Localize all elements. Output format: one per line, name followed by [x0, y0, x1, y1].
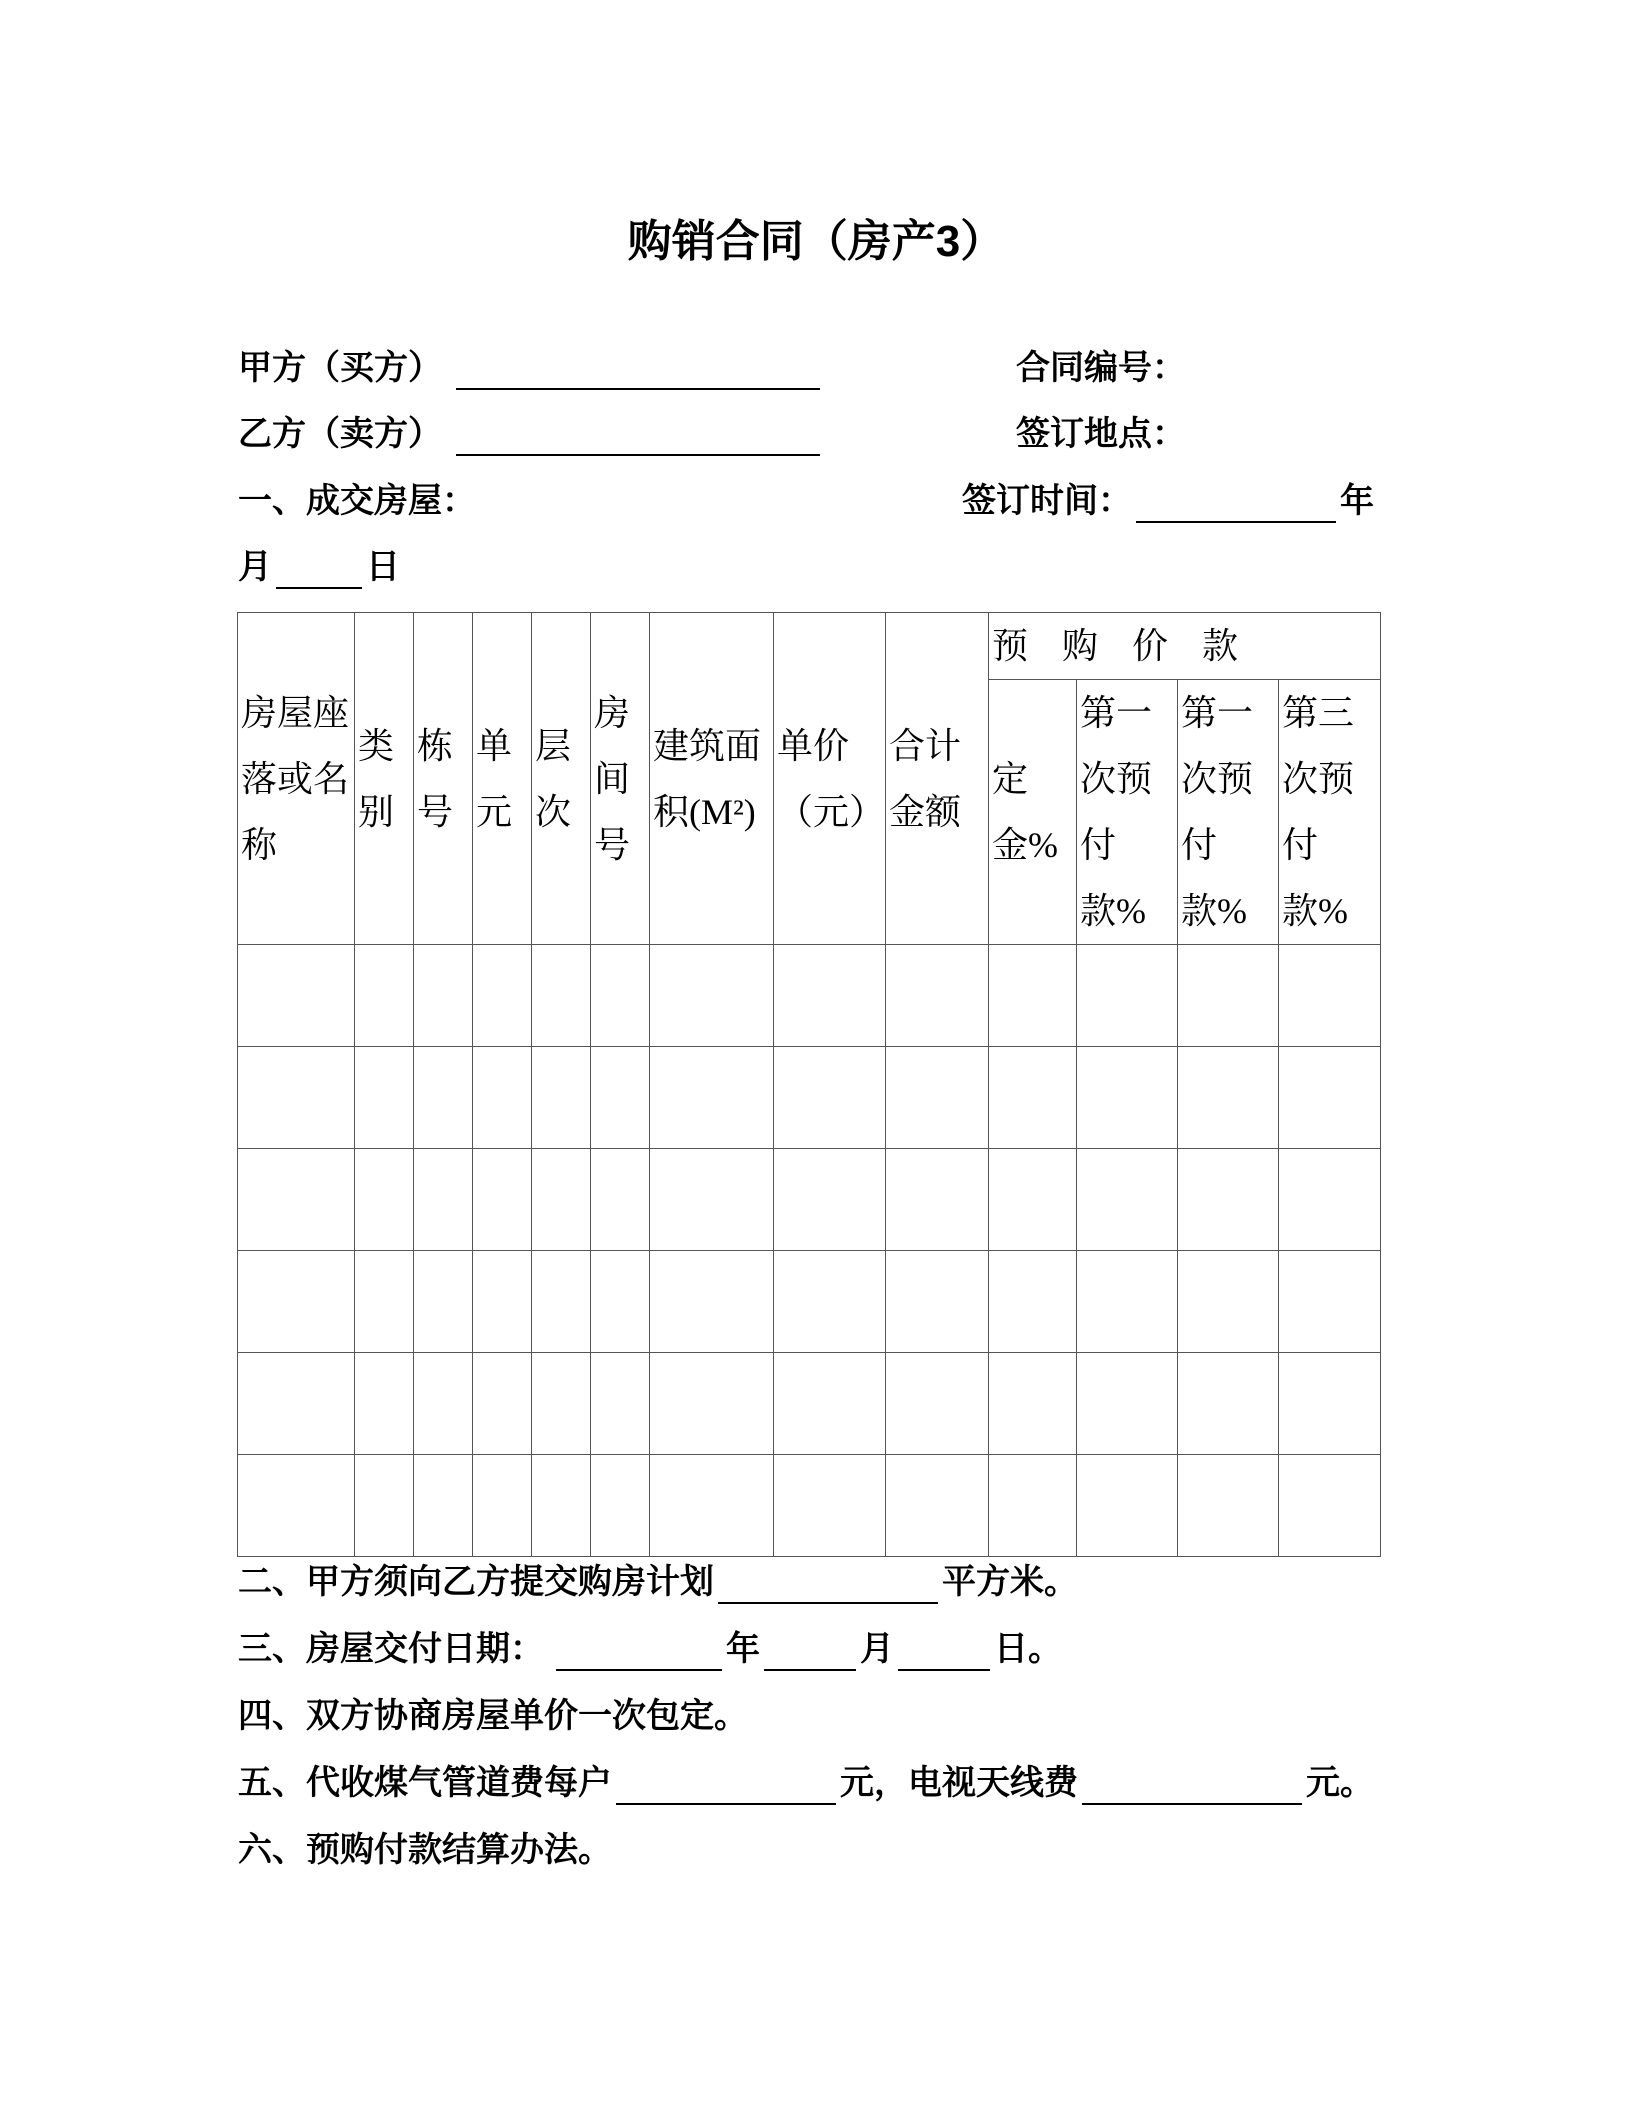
section3-month-blank[interactable] [764, 1633, 856, 1671]
section5-text: 五、代收煤气管道费每户 [238, 1764, 612, 1802]
table-cell[interactable] [774, 1047, 886, 1149]
table-cell[interactable] [1178, 945, 1279, 1047]
table-cell[interactable] [532, 1047, 591, 1149]
table-cell[interactable] [1279, 1149, 1381, 1251]
sign-month-label: 月 [238, 548, 272, 586]
table-cell[interactable] [355, 1353, 414, 1455]
table-cell[interactable] [355, 1251, 414, 1353]
table-cell[interactable] [650, 1455, 774, 1557]
table-cell[interactable] [1077, 1149, 1178, 1251]
table-cell[interactable] [989, 1251, 1077, 1353]
table-cell[interactable] [414, 1455, 473, 1557]
table-cell[interactable] [532, 1353, 591, 1455]
table-cell[interactable] [1279, 1455, 1381, 1557]
table-cell[interactable] [355, 945, 414, 1047]
table-cell[interactable] [414, 1353, 473, 1455]
table-cell[interactable] [238, 1455, 355, 1557]
header-unit: 单元 [473, 613, 532, 945]
table-cell[interactable] [1077, 1455, 1178, 1557]
party-a-line [238, 346, 824, 390]
table-cell[interactable] [650, 945, 774, 1047]
table-row [238, 1047, 1381, 1149]
table-row [238, 1353, 1381, 1455]
section6-text: 六、预购付款结算办法。 [238, 1831, 612, 1869]
section3-year: 年 [726, 1630, 760, 1668]
table-cell[interactable] [238, 1047, 355, 1149]
sign-time-label: 签订时间： [962, 482, 1132, 520]
sign-date-line [238, 545, 400, 589]
table-cell[interactable] [774, 1455, 886, 1557]
table-cell[interactable] [473, 1149, 532, 1251]
table-cell[interactable] [473, 1353, 532, 1455]
table-cell[interactable] [1178, 1353, 1279, 1455]
table-cell[interactable] [473, 1047, 532, 1149]
header-total: 合计金额 [886, 613, 989, 945]
table-cell[interactable] [532, 1455, 591, 1557]
header-location: 房屋座落或名称 [238, 613, 355, 945]
header-second-payment: 第一次预付款% [1178, 680, 1279, 945]
section2-blank[interactable] [718, 1566, 938, 1604]
table-cell[interactable] [238, 945, 355, 1047]
table-cell[interactable] [473, 945, 532, 1047]
table-cell[interactable] [886, 1455, 989, 1557]
table-cell[interactable] [886, 1353, 989, 1455]
table-cell[interactable] [989, 945, 1077, 1047]
table-cell[interactable] [1279, 1047, 1381, 1149]
header-first-payment: 第一次预付款% [1077, 680, 1178, 945]
sign-year-blank[interactable] [1136, 485, 1336, 523]
header-deposit: 定金% [989, 680, 1077, 945]
page-title: 购销合同（房产3） [627, 217, 1005, 266]
table-cell[interactable] [886, 1251, 989, 1353]
sign-time-line [962, 479, 1374, 523]
table-cell[interactable] [414, 1047, 473, 1149]
section5-tv-blank[interactable] [1082, 1767, 1302, 1805]
section3-year-blank[interactable] [556, 1633, 722, 1671]
header-unit-price: 单价（元） [774, 613, 886, 945]
table-cell[interactable] [650, 1047, 774, 1149]
table-cell[interactable] [355, 1047, 414, 1149]
party-a-blank[interactable] [456, 352, 820, 390]
party-b-label: 乙方（卖方） [238, 415, 442, 453]
table-body [238, 945, 1381, 1557]
contract-no-label: 合同编号： [1016, 349, 1186, 387]
table-cell[interactable] [532, 1149, 591, 1251]
sign-place-label: 签订地点： [1016, 415, 1186, 453]
header-building: 栋号 [414, 613, 473, 945]
table-row [238, 1149, 1381, 1251]
table-cell[interactable] [591, 1047, 650, 1149]
section2-suffix: 平方米。 [942, 1563, 1078, 1601]
section3-day-blank[interactable] [898, 1633, 990, 1671]
table-cell[interactable] [355, 1149, 414, 1251]
section3-month: 月 [860, 1630, 894, 1668]
table-cell[interactable] [414, 1251, 473, 1353]
header-room: 房间号 [591, 613, 650, 945]
section5-line [238, 1761, 1374, 1805]
table-cell[interactable] [591, 1353, 650, 1455]
section2-text: 二、甲方须向乙方提交购房计划 [238, 1563, 714, 1601]
header-category: 类别 [355, 613, 414, 945]
table-cell[interactable] [1178, 1455, 1279, 1557]
table-cell[interactable] [989, 1455, 1077, 1557]
table-cell[interactable] [414, 1149, 473, 1251]
table-cell[interactable] [238, 1353, 355, 1455]
section5-gas-blank[interactable] [616, 1767, 836, 1805]
table-cell[interactable] [238, 1149, 355, 1251]
table-cell[interactable] [1077, 945, 1178, 1047]
table-cell[interactable] [1077, 1251, 1178, 1353]
party-b-line [238, 412, 824, 456]
table-cell[interactable] [473, 1251, 532, 1353]
table-cell[interactable] [532, 1251, 591, 1353]
sign-day-label: 日 [366, 548, 400, 586]
header-area: 建筑面积(M²) [650, 613, 774, 945]
party-a-label: 甲方（买方） [238, 349, 442, 387]
table-cell[interactable] [1279, 1353, 1381, 1455]
table-cell[interactable] [650, 1353, 774, 1455]
header-floor: 层次 [532, 613, 591, 945]
table-cell[interactable] [532, 945, 591, 1047]
sign-month-blank[interactable] [276, 551, 362, 589]
table-cell[interactable] [886, 945, 989, 1047]
section5-suffix: 元。 [1306, 1764, 1374, 1802]
table-cell[interactable] [774, 1251, 886, 1353]
table-row [238, 1455, 1381, 1557]
table-cell[interactable] [591, 945, 650, 1047]
table-cell[interactable] [414, 945, 473, 1047]
table-cell[interactable] [1178, 1047, 1279, 1149]
table-row [238, 1251, 1381, 1353]
table-cell[interactable] [591, 1455, 650, 1557]
table-cell[interactable] [650, 1149, 774, 1251]
property-table [237, 612, 1381, 1557]
table-cell[interactable] [1077, 1047, 1178, 1149]
table-cell[interactable] [650, 1251, 774, 1353]
section1-label: 一、成交房屋： [238, 482, 476, 520]
table-cell[interactable] [238, 1251, 355, 1353]
section2-line [238, 1560, 1078, 1604]
table-row [238, 945, 1381, 1047]
table-cell[interactable] [774, 1353, 886, 1455]
table-cell[interactable] [989, 1047, 1077, 1149]
table-cell[interactable] [774, 945, 886, 1047]
section3-line [238, 1627, 1062, 1671]
table-cell[interactable] [473, 1455, 532, 1557]
section3-day: 日。 [994, 1630, 1062, 1668]
table-cell[interactable] [774, 1149, 886, 1251]
table-cell[interactable] [355, 1455, 414, 1557]
table-cell[interactable] [591, 1149, 650, 1251]
table-cell[interactable] [886, 1047, 989, 1149]
section4-text: 四、双方协商房屋单价一次包定。 [238, 1697, 748, 1735]
table-cell[interactable] [1279, 945, 1381, 1047]
party-b-blank[interactable] [456, 418, 820, 456]
table-cell[interactable] [591, 1251, 650, 1353]
table-cell[interactable] [1077, 1353, 1178, 1455]
sign-year-label: 年 [1340, 482, 1374, 520]
header-third-payment: 第三次预付款% [1279, 680, 1381, 945]
table-cell[interactable] [1178, 1149, 1279, 1251]
table-cell[interactable] [989, 1353, 1077, 1455]
table-cell[interactable] [1279, 1251, 1381, 1353]
table-cell[interactable] [886, 1149, 989, 1251]
table-cell[interactable] [1178, 1251, 1279, 1353]
table-cell[interactable] [989, 1149, 1077, 1251]
header-prepay-group: 预购价款 [989, 613, 1381, 680]
section3-text: 三、房屋交付日期： [238, 1630, 544, 1668]
section5-mid: 元，电视天线费 [840, 1764, 1078, 1802]
